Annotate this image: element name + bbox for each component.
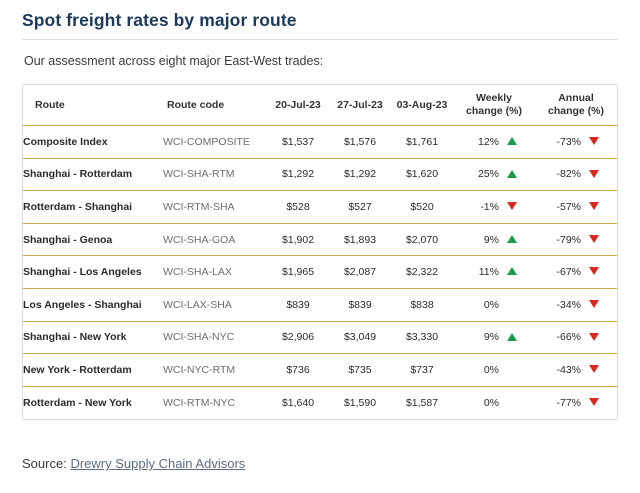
cell-annual-change-value: -77% <box>556 396 581 409</box>
cell-weekly-change-inner <box>465 168 523 180</box>
arrow-up-icon <box>507 137 517 145</box>
cell-weekly-change-inner <box>465 299 523 311</box>
cell-route-code: WCI-RTM-NYC <box>163 396 236 409</box>
cell-rate-date-3: $838 <box>391 288 453 321</box>
cell-annual-change-value: -79% <box>556 233 581 246</box>
cell-weekly-change-value: 0% <box>483 396 499 409</box>
cell-weekly-change-inner <box>465 331 523 343</box>
cell-weekly-change-inner <box>465 397 523 409</box>
cell-route-code: WCI-COMPOSITE <box>163 126 267 159</box>
cell-route: Shanghai - Rotterdam <box>23 158 163 191</box>
cell-weekly-change <box>453 386 535 419</box>
cell-rate-date-2: $735 <box>329 354 391 387</box>
weekly-header-line-2: change (%) <box>465 105 522 117</box>
annual-header-line-1: Annual <box>558 91 594 104</box>
arrow-down-icon <box>507 202 517 210</box>
cell-rate-date-2: $1,893 <box>329 223 391 256</box>
cell-weekly-change <box>453 354 535 387</box>
cell-weekly-change-value: 11% <box>478 266 499 279</box>
column-header-route-code: Route code <box>163 85 267 126</box>
weekly-header-line-1: Weekly <box>476 91 512 104</box>
cell-rate-date-1: $528 <box>267 191 329 224</box>
source-note <box>22 456 245 471</box>
cell-weekly-change <box>453 288 535 321</box>
cell-rate-date-3: $1,761 <box>391 126 453 159</box>
column-header-route: Route <box>23 85 163 126</box>
cell-annual-change-value: -66% <box>556 331 581 344</box>
cell-route: Rotterdam - Shanghai <box>23 191 163 224</box>
cell-rate-date-1: $1,965 <box>267 256 329 289</box>
cell-route: Shanghai - New York <box>23 321 163 354</box>
cell-annual-change <box>535 386 617 419</box>
column-header-date-1: 20-Jul-23 <box>267 85 329 126</box>
cell-weekly-change-inner <box>465 136 523 148</box>
arrow-down-icon <box>589 333 599 341</box>
no-change-spacer <box>507 398 517 406</box>
cell-annual-change <box>535 321 617 354</box>
arrow-down-icon <box>589 267 599 275</box>
cell-annual-change-inner <box>547 397 605 409</box>
cell-route: Composite Index <box>23 126 163 159</box>
cell-annual-change-inner <box>547 331 605 343</box>
arrow-up-icon <box>507 170 517 178</box>
cell-weekly-change <box>453 191 535 224</box>
cell-annual-change <box>535 158 617 191</box>
cell-rate-date-2: $527 <box>329 191 391 224</box>
arrow-down-icon <box>589 398 599 406</box>
cell-route-code: WCI-SHA-GOA <box>163 223 267 256</box>
table-row <box>23 288 617 321</box>
cell-route-code: WCI-SHA-LAX <box>163 256 267 289</box>
cell-weekly-change-value: 25% <box>477 168 499 181</box>
cell-annual-change-inner <box>547 168 605 180</box>
arrow-up-icon <box>507 267 517 275</box>
cell-weekly-change-value: 0% <box>483 363 499 376</box>
table-row <box>23 256 617 289</box>
cell-weekly-change-inner <box>465 364 523 376</box>
cell-annual-change <box>535 354 617 387</box>
table-row <box>23 321 617 354</box>
column-header-date-2: 27-Jul-23 <box>329 85 391 126</box>
cell-weekly-change <box>453 158 535 191</box>
table-body <box>23 126 617 419</box>
cell-annual-change-value: -57% <box>556 200 581 213</box>
cell-rate-date-1: $736 <box>267 354 329 387</box>
cell-annual-change-value: -82% <box>556 168 581 181</box>
cell-weekly-change <box>453 321 535 354</box>
cell-rate-date-1: $839 <box>267 288 329 321</box>
cell-rate-date-2: $1,576 <box>329 126 391 159</box>
cell-annual-change <box>535 126 617 159</box>
cell-annual-change-value: -67% <box>556 266 581 279</box>
cell-weekly-change-inner <box>465 201 523 213</box>
cell-weekly-change-value: 9% <box>483 233 499 246</box>
rates-table-container <box>22 84 618 420</box>
cell-weekly-change-inner <box>465 234 523 246</box>
arrow-up-icon <box>507 333 517 341</box>
cell-annual-change-inner <box>547 364 605 376</box>
cell-annual-change-value: -73% <box>556 135 581 148</box>
cell-route: Rotterdam - New York <box>23 396 132 409</box>
cell-route-code: WCI-SHA-NYC <box>163 321 267 354</box>
arrow-up-icon <box>507 235 517 243</box>
cell-weekly-change-inner <box>465 266 523 278</box>
cell-rate-date-3: $1,620 <box>391 158 453 191</box>
cell-rate-date-3: $2,070 <box>391 223 453 256</box>
cell-rate-date-3: $520 <box>391 191 453 224</box>
table-header <box>23 85 617 126</box>
cell-rate-date-1: $1,537 <box>267 126 329 159</box>
cell-rate-date-2: $1,292 <box>329 158 391 191</box>
arrow-down-icon <box>589 170 599 178</box>
arrow-down-icon <box>589 137 599 145</box>
cell-weekly-change-value: 0% <box>483 298 499 311</box>
cell-annual-change-value: -43% <box>556 363 581 376</box>
title-divider <box>22 39 618 40</box>
cell-weekly-change <box>453 126 535 159</box>
table-row <box>23 386 617 419</box>
source-link[interactable]: Drewry Supply Chain Advisors <box>70 456 246 471</box>
cell-rate-date-2: $3,049 <box>329 321 391 354</box>
cell-rate-date-2: $2,087 <box>329 256 391 289</box>
cell-route: Los Angeles - Shanghai <box>23 288 163 321</box>
arrow-down-icon <box>589 202 599 210</box>
cell-rate-date-3: $737 <box>391 354 453 387</box>
cell-weekly-change-value: 12% <box>477 135 499 148</box>
cell-annual-change-inner <box>547 266 605 278</box>
table-row <box>23 354 617 387</box>
cell-annual-change-inner <box>547 201 605 213</box>
cell-route-code: WCI-RTM-SHA <box>163 191 267 224</box>
cell-route-code: WCI-LAX-SHA <box>163 288 267 321</box>
table-row <box>23 223 617 256</box>
column-header-weekly-change <box>453 85 535 126</box>
cell-route: Shanghai - Los Angeles <box>23 256 163 289</box>
cell-rate-date-2: $839 <box>329 288 391 321</box>
page-subtitle: Our assessment across eight major East-West trades: <box>24 54 324 68</box>
cell-weekly-change <box>453 256 535 289</box>
cell-weekly-change-value: 9% <box>483 331 499 344</box>
no-change-spacer <box>507 365 517 373</box>
cell-annual-change-inner <box>547 136 605 148</box>
source-label: Source: <box>22 456 67 471</box>
cell-annual-change <box>535 288 617 321</box>
cell-rate-date-3: $3,330 <box>391 321 453 354</box>
table-header-row <box>23 85 617 126</box>
cell-rate-date-1: $1,640 <box>281 396 315 409</box>
arrow-down-icon <box>589 235 599 243</box>
rates-table <box>23 85 617 419</box>
cell-annual-change <box>535 256 617 289</box>
cell-rate-date-3: $1,587 <box>405 396 439 409</box>
cell-route: Shanghai - Genoa <box>23 223 163 256</box>
cell-route-code: WCI-SHA-RTM <box>163 158 267 191</box>
cell-weekly-change-value: -1% <box>480 200 499 213</box>
annual-header-line-2: change (%) <box>547 105 604 117</box>
page-title: Spot freight rates by major route <box>22 10 297 30</box>
table-row <box>23 158 617 191</box>
cell-annual-change-inner <box>547 234 605 246</box>
cell-route-code: WCI-NYC-RTM <box>163 354 267 387</box>
no-change-spacer <box>507 300 517 308</box>
cell-rate-date-1: $2,906 <box>267 321 329 354</box>
cell-weekly-change <box>453 223 535 256</box>
column-header-annual-change <box>535 85 617 126</box>
cell-rate-date-1: $1,292 <box>267 158 329 191</box>
arrow-down-icon <box>589 300 599 308</box>
column-header-date-3: 03-Aug-23 <box>391 85 453 126</box>
arrow-down-icon <box>589 365 599 373</box>
cell-rate-date-2: $1,590 <box>343 396 377 409</box>
cell-annual-change-value: -34% <box>556 298 581 311</box>
table-row <box>23 126 617 159</box>
cell-annual-change-inner <box>547 299 605 311</box>
cell-route: New York - Rotterdam <box>23 354 163 387</box>
cell-rate-date-3: $2,322 <box>391 256 453 289</box>
cell-annual-change <box>535 191 617 224</box>
cell-rate-date-1: $1,902 <box>267 223 329 256</box>
cell-annual-change <box>535 223 617 256</box>
table-row <box>23 191 617 224</box>
